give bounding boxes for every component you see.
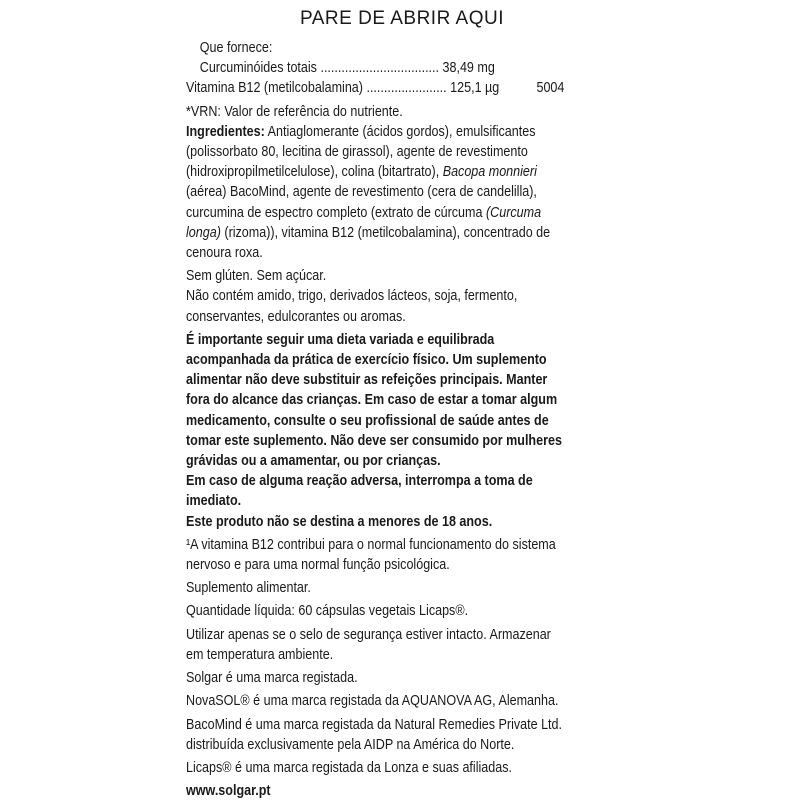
- nutrient-vrn: 5004: [536, 80, 565, 97]
- ingredients-text-2: (aérea) BacoMind, agente de revestimento (cera de candelilla), curcumina de espectro completo (extrato de cúrcuma: [186, 184, 537, 221]
- supplies-row-b12: [186, 78, 564, 98]
- nutrient-name: Curcuminóides totais: [199, 60, 317, 77]
- ingredients-italic-1: Bacopa monnieri: [442, 164, 537, 181]
- gluten-free-note: Sem glúten. Sem açúcar.: [186, 268, 327, 285]
- b12-claim: ¹A vitamina B12 contribui para o normal funcionamento do sistema nervoso e para uma normal função psicológica.: [186, 536, 556, 574]
- trademark-bacomind: BacoMind é uma marca registada da Natural Remedies Private Ltd. distribuída exclusivamente pela AIDP na América do Norte.: [186, 716, 563, 753]
- nutrient-name: Vitamina B12 (metilcobalamina): [186, 80, 363, 97]
- nutrient-amount: 125,1 µg: [450, 80, 500, 97]
- storage-note: Utilizar apenas se o selo de segurança estiver intacto. Armazenar em temperatura ambiente.: [186, 626, 551, 663]
- ingredients: [186, 122, 564, 263]
- warning-diet: É importante seguir uma dieta variada e equilibrada acompanhada da prática de exercício físico. Um suplemento alimentar não deve substituir as refeições principais. Manter fora do alcance das crianças. Em caso de estar a tomar algum medicamento, consulte o seu profissional de saúde antes de tomar este suplemento. Não deve ser consumido por mulheres grávidas ou a amamentar, ou por crianças.: [186, 331, 562, 470]
- ingredients-text-1: Antiaglomerante (ácidos gordos), emulsificantes (polissorbato 80, lecitina de girassol), agente de revestimento (hidroxipropilmetilcelulose), colina (bitartrato),: [186, 123, 536, 181]
- warning-age: Este produto não se destina a menores de 18 anos.: [186, 513, 493, 530]
- trademark-solgar: Solgar é uma marca registada.: [186, 670, 358, 687]
- ingredients-label: Ingredientes:: [186, 123, 265, 140]
- header-open-here: PARE DE ABRIR AQUI: [300, 8, 504, 29]
- warning-adverse: Em caso de alguma reação adversa, interrompa a toma de imediato.: [186, 473, 533, 510]
- not-contains-note: Não contém amido, trigo, derivados lácteos, soja, fermento, conservantes, edulcorantes ou aromas.: [186, 288, 518, 325]
- vrn-note: *VRN: Valor de referência do nutriente.: [186, 103, 403, 120]
- trademark-licaps: Licaps® é uma marca registada da Lonza e suas afiliadas.: [186, 759, 512, 776]
- nutrient-amount: 38,49 mg: [442, 60, 495, 77]
- website-link[interactable]: www.solgar.pt: [186, 783, 271, 800]
- dot-leader: ..................................: [320, 60, 440, 77]
- supplies-intro: Que fornece:: [199, 40, 273, 56]
- supplies-row-curcuminoids: [186, 58, 564, 78]
- ingredients-text-3: (rizoma)), vitamina B12 (metilcobalamina), concentrado de cenoura roxa.: [186, 224, 551, 262]
- trademark-novasol: NovaSOL® é uma marca registada da AQUANOVA AG, Alemanha.: [186, 693, 559, 710]
- net-quantity: Quantidade líquida: 60 cápsulas vegetais Licaps®.: [186, 603, 469, 620]
- ingredients-italic-2: (Curcuma longa): [186, 204, 542, 241]
- supplement-note: Suplemento alimentar.: [186, 580, 311, 597]
- dot-leader: .......................: [366, 80, 447, 97]
- label-body: [186, 38, 564, 801]
